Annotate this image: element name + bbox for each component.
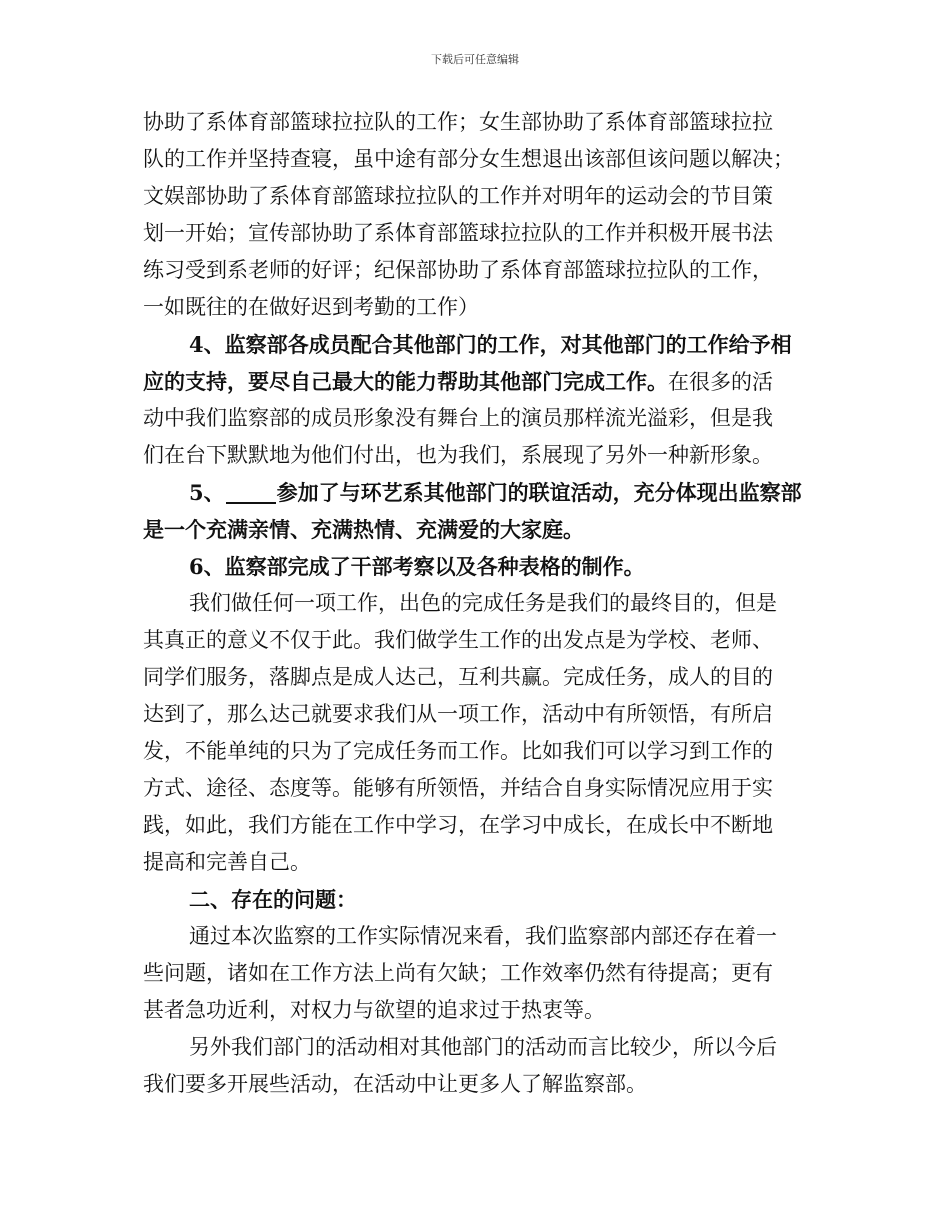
- text-line: 达到了，那么达己就要求我们从一项工作，活动中有所领悟，有所启: [143, 702, 773, 726]
- text-line: 通过本次监察的工作实际情况来看，我们监察部内部还存在着一: [189, 924, 777, 948]
- text-line: [143, 363, 811, 400]
- text-line: 甚者急功近利，对权力与欲望的追求过于热衷等。: [143, 998, 605, 1022]
- blank-underline: [226, 480, 276, 504]
- text-line: 们在台下默默地为他们付出，也为我们，系展现了另外一种新形象。: [143, 443, 773, 467]
- text-line: 我们做任何一项工作，出色的完成任务是我们的最终目的，但是: [189, 591, 777, 615]
- text-line: 我们要多开展些活动，在活动中让更多人了解监察部。: [143, 1072, 647, 1096]
- text-line: 动中我们监察部的成员形象没有舞台上的演员那样流光溢彩，但是我: [143, 406, 773, 430]
- item-5-text: 参加了与环艺系其他部门的联谊活动，充分体现出监察部: [276, 480, 802, 505]
- text-line: 其真正的意义不仅于此。我们做学生工作的出发点是为学校、老师、: [143, 628, 773, 652]
- item-4-heading-line: 4、监察部各成员配合其他部门的工作，对其他部门的工作给予相: [189, 332, 792, 357]
- item-4-body-start: 在很多的活: [668, 370, 773, 394]
- item-5-number: 5、: [189, 480, 225, 505]
- paragraph-item-4: [143, 326, 811, 474]
- text-line: [143, 474, 811, 511]
- paragraph-problems: [143, 918, 811, 1029]
- paragraph-activities: [143, 1029, 811, 1103]
- text-line: 发，不能单纯的只为了完成任务而工作。比如我们可以学习到工作的: [143, 739, 773, 763]
- text-line: 练习受到系老师的好评；纪保部协助了系体育部篮球拉拉队的工作，: [143, 258, 773, 282]
- text-line: 同学们服务，落脚点是成人达己，互利共赢。完成任务，成人的目的: [143, 665, 773, 689]
- page-header: 下载后可任意编辑: [431, 53, 519, 66]
- paragraph-item-5: [143, 474, 811, 548]
- text-line: 些问题，诸如在工作方法上尚有欠缺；工作效率仍然有待提高；更有: [143, 961, 773, 985]
- text-line: 方式、途径、态度等。能够有所领悟，并结合自身实际情况应用于实: [143, 776, 773, 800]
- section-heading: 二、存在的问题：: [189, 887, 357, 912]
- text-line: 一如既往的在做好迟到考勤的工作）: [143, 295, 479, 319]
- paragraph-purpose: [143, 585, 811, 881]
- paragraph-item-6: 6、监察部完成了干部考察以及各种表格的制作。: [189, 554, 645, 579]
- text-line: 文娱部协助了系体育部篮球拉拉队的工作并对明年的运动会的节目策: [143, 184, 773, 208]
- document-body: [143, 104, 811, 1103]
- text-line: 另外我们部门的活动相对其他部门的活动而言比较少，所以今后: [189, 1035, 777, 1059]
- text-line: 队的工作并坚持查寝，虽中途有部分女生想退出该部但该问题以解决；: [143, 147, 794, 171]
- text-line: 划一开始；宣传部协助了系体育部篮球拉拉队的工作并积极开展书法: [143, 221, 773, 245]
- text-line: 是一个充满亲情、充满热情、充满爱的大家庭。: [143, 517, 584, 542]
- text-line: 践，如此，我们方能在工作中学习，在学习中成长，在成长中不断地: [143, 813, 773, 837]
- item-4-heading-end: 应的支持，要尽自己最大的能力帮助其他部门完成工作。: [143, 369, 668, 394]
- text-line: 提高和完善自己。: [143, 850, 311, 874]
- paragraph-departments: [143, 104, 811, 326]
- text-line: 协助了系体育部篮球拉拉队的工作；女生部协助了系体育部篮球拉拉: [143, 110, 773, 134]
